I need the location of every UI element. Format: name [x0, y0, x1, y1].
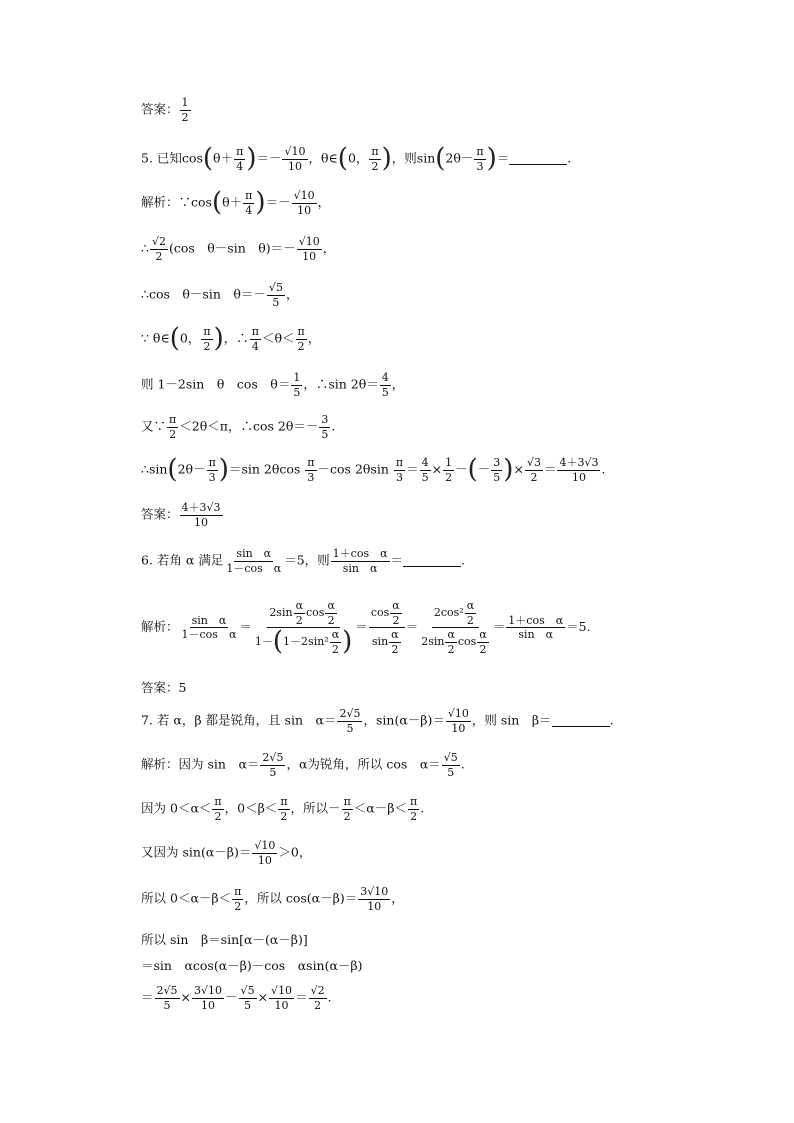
- q7-analysis-6: ＝sin αcos(α－β)－cos αsin(α－β): [141, 958, 363, 973]
- analysis-label: 解析：: [141, 194, 179, 210]
- q6-answer: 答案：5: [141, 680, 187, 695]
- q5-then: ，则: [391, 150, 417, 166]
- q7-analysis-1: 解析：因为 sin α＝ $\frac{2√ 5}{5}$ ，α为锐角，所以 cos α＝ √ $\frac{5}{5}$ .: [141, 752, 694, 778]
- answer-blank: [552, 714, 610, 727]
- q5-analysis-1: 解析：∵cos(θ＋ $\frac{\pi}{4}$ )＝－ √ $\frac{10}{10}$ ，: [141, 190, 694, 216]
- answer-label: 答案：: [141, 101, 179, 117]
- answer-blank: [403, 554, 461, 567]
- q7-analysis-4: 所以 0＜α－β＜ $\frac{\pi}{2}$ ，所以 cos(α－β)＝ $\frac{3√ 10}{10}$ ，: [141, 886, 694, 912]
- answer-blank: [509, 152, 567, 165]
- answer-q4: [141, 97, 694, 123]
- q6-stem: 6. 若角 α 满足 $\frac{\text{sin α}}{\text{1－cos α}}$ ＝5，则 $\frac{\text{1＋cos α}}{\text{sin α}}$ ＝ .: [141, 547, 466, 575]
- q5-analysis-5: 则 1－2sin θ cos θ＝ $\frac{1}{5}$ ，∴sin 2θ＝ $\frac{4}{5}$ ，: [141, 371, 405, 399]
- q5-analysis-6: 又∵ $\frac{\pi}{2}$ ＜2θ＜π，∴cos 2θ＝－ $\frac{3}{5}$ .: [141, 413, 336, 441]
- q5-analysis-4: ∵ θ∈(0， $\frac{\pi}{2}$ )，∴ $\frac{\pi}{4}$ ＜θ＜ $\frac{\pi}{2}$ ，: [141, 323, 321, 354]
- fraction: $\frac{1}{2}$: [181, 96, 189, 124]
- q5-analysis-3: ∴cos θ－sin θ＝－ √ $\frac{5}{5}$ ，: [141, 282, 694, 308]
- q5-stem-text: 已知: [156, 150, 182, 166]
- q7-analysis-2: 因为 0＜α＜ $\frac{\pi}{2}$ ，0＜β＜ $\frac{\pi}{2}$ ，所以－ $\frac{\pi}{2}$ ＜α－β＜ $\frac{\pi}{2}$ .: [141, 795, 425, 823]
- q5-analysis-2: ∴ √ $\frac{2}{2}$ (cos θ－sin θ)＝－ √ $\frac{10}{10}$ ，: [141, 236, 694, 262]
- answer-label: 答案：: [141, 506, 179, 522]
- q5-analysis-7: ∴sin(2θ－ $\frac{\pi}{3}$ )＝sin 2θcos $\frac{\pi}{3}$ －cos 2θsin $\frac{\pi}{3}$ ＝ $\frac{4}{5}$ × $\frac{1}{2}$ －(－ $\frac{3}{5}$ )× √ $\frac{3}{2}$ ＝ $\frac{4+3√ 3}{10}$ .: [141, 457, 694, 483]
- q5-number: 5.: [141, 150, 153, 166]
- q7-stem: 7. 若 α，β 都是锐角，且 sin α＝ $\frac{2√ 5}{5}$ ，sin(α－β)＝ √ $\frac{10}{10}$ ，则 sin β＝ .: [141, 708, 694, 734]
- q6-analysis: 解析： $\frac{\text{sin α}}{\text{1－cos α}}$ ＝ 2sin $\frac{\alpha}{2}$ cos $\frac{\alpha}{2}$ 1－(1－2sin² $\frac{\alpha}{2}$ ) ＝ cos $\frac{\alpha}{2}$ sin $\frac{\alpha}{2}$ ＝ 2cos² $\frac{\alpha}{2}$ 2sin $\frac{\alpha}{2}$ cos $\frac{\alpha}{2}$ ＝ $\frac{\text{1＋cos α}}{\text{sin α}}$ ＝5.: [141, 599, 591, 657]
- q7-analysis-3: 又因为 sin(α－β)＝ √ $\frac{10}{10}$ ＞0，: [141, 840, 694, 866]
- q7-analysis-5: 所以 sin β＝sin[α－(α－β)]: [141, 932, 308, 947]
- q5-answer: 答案： $\frac{4+3√ 3}{10}$: [141, 502, 694, 528]
- q7-analysis-7: ＝ $\frac{2√ 5}{5}$ × $\frac{3√ 10}{10}$ － √ $\frac{5}{5}$ × √ $\frac{10}{10}$ ＝ √ $\frac{2}{2}$ .: [141, 985, 694, 1011]
- q5-stem: 5. 已知cos(θ＋ $\frac{\pi}{4}$ )＝－ √ $\frac{10}{10}$ ，θ∈(0， $\frac{\pi}{2}$ )，则sin(2θ－ $\frac{\pi}{3}$ )＝ .: [141, 146, 694, 172]
